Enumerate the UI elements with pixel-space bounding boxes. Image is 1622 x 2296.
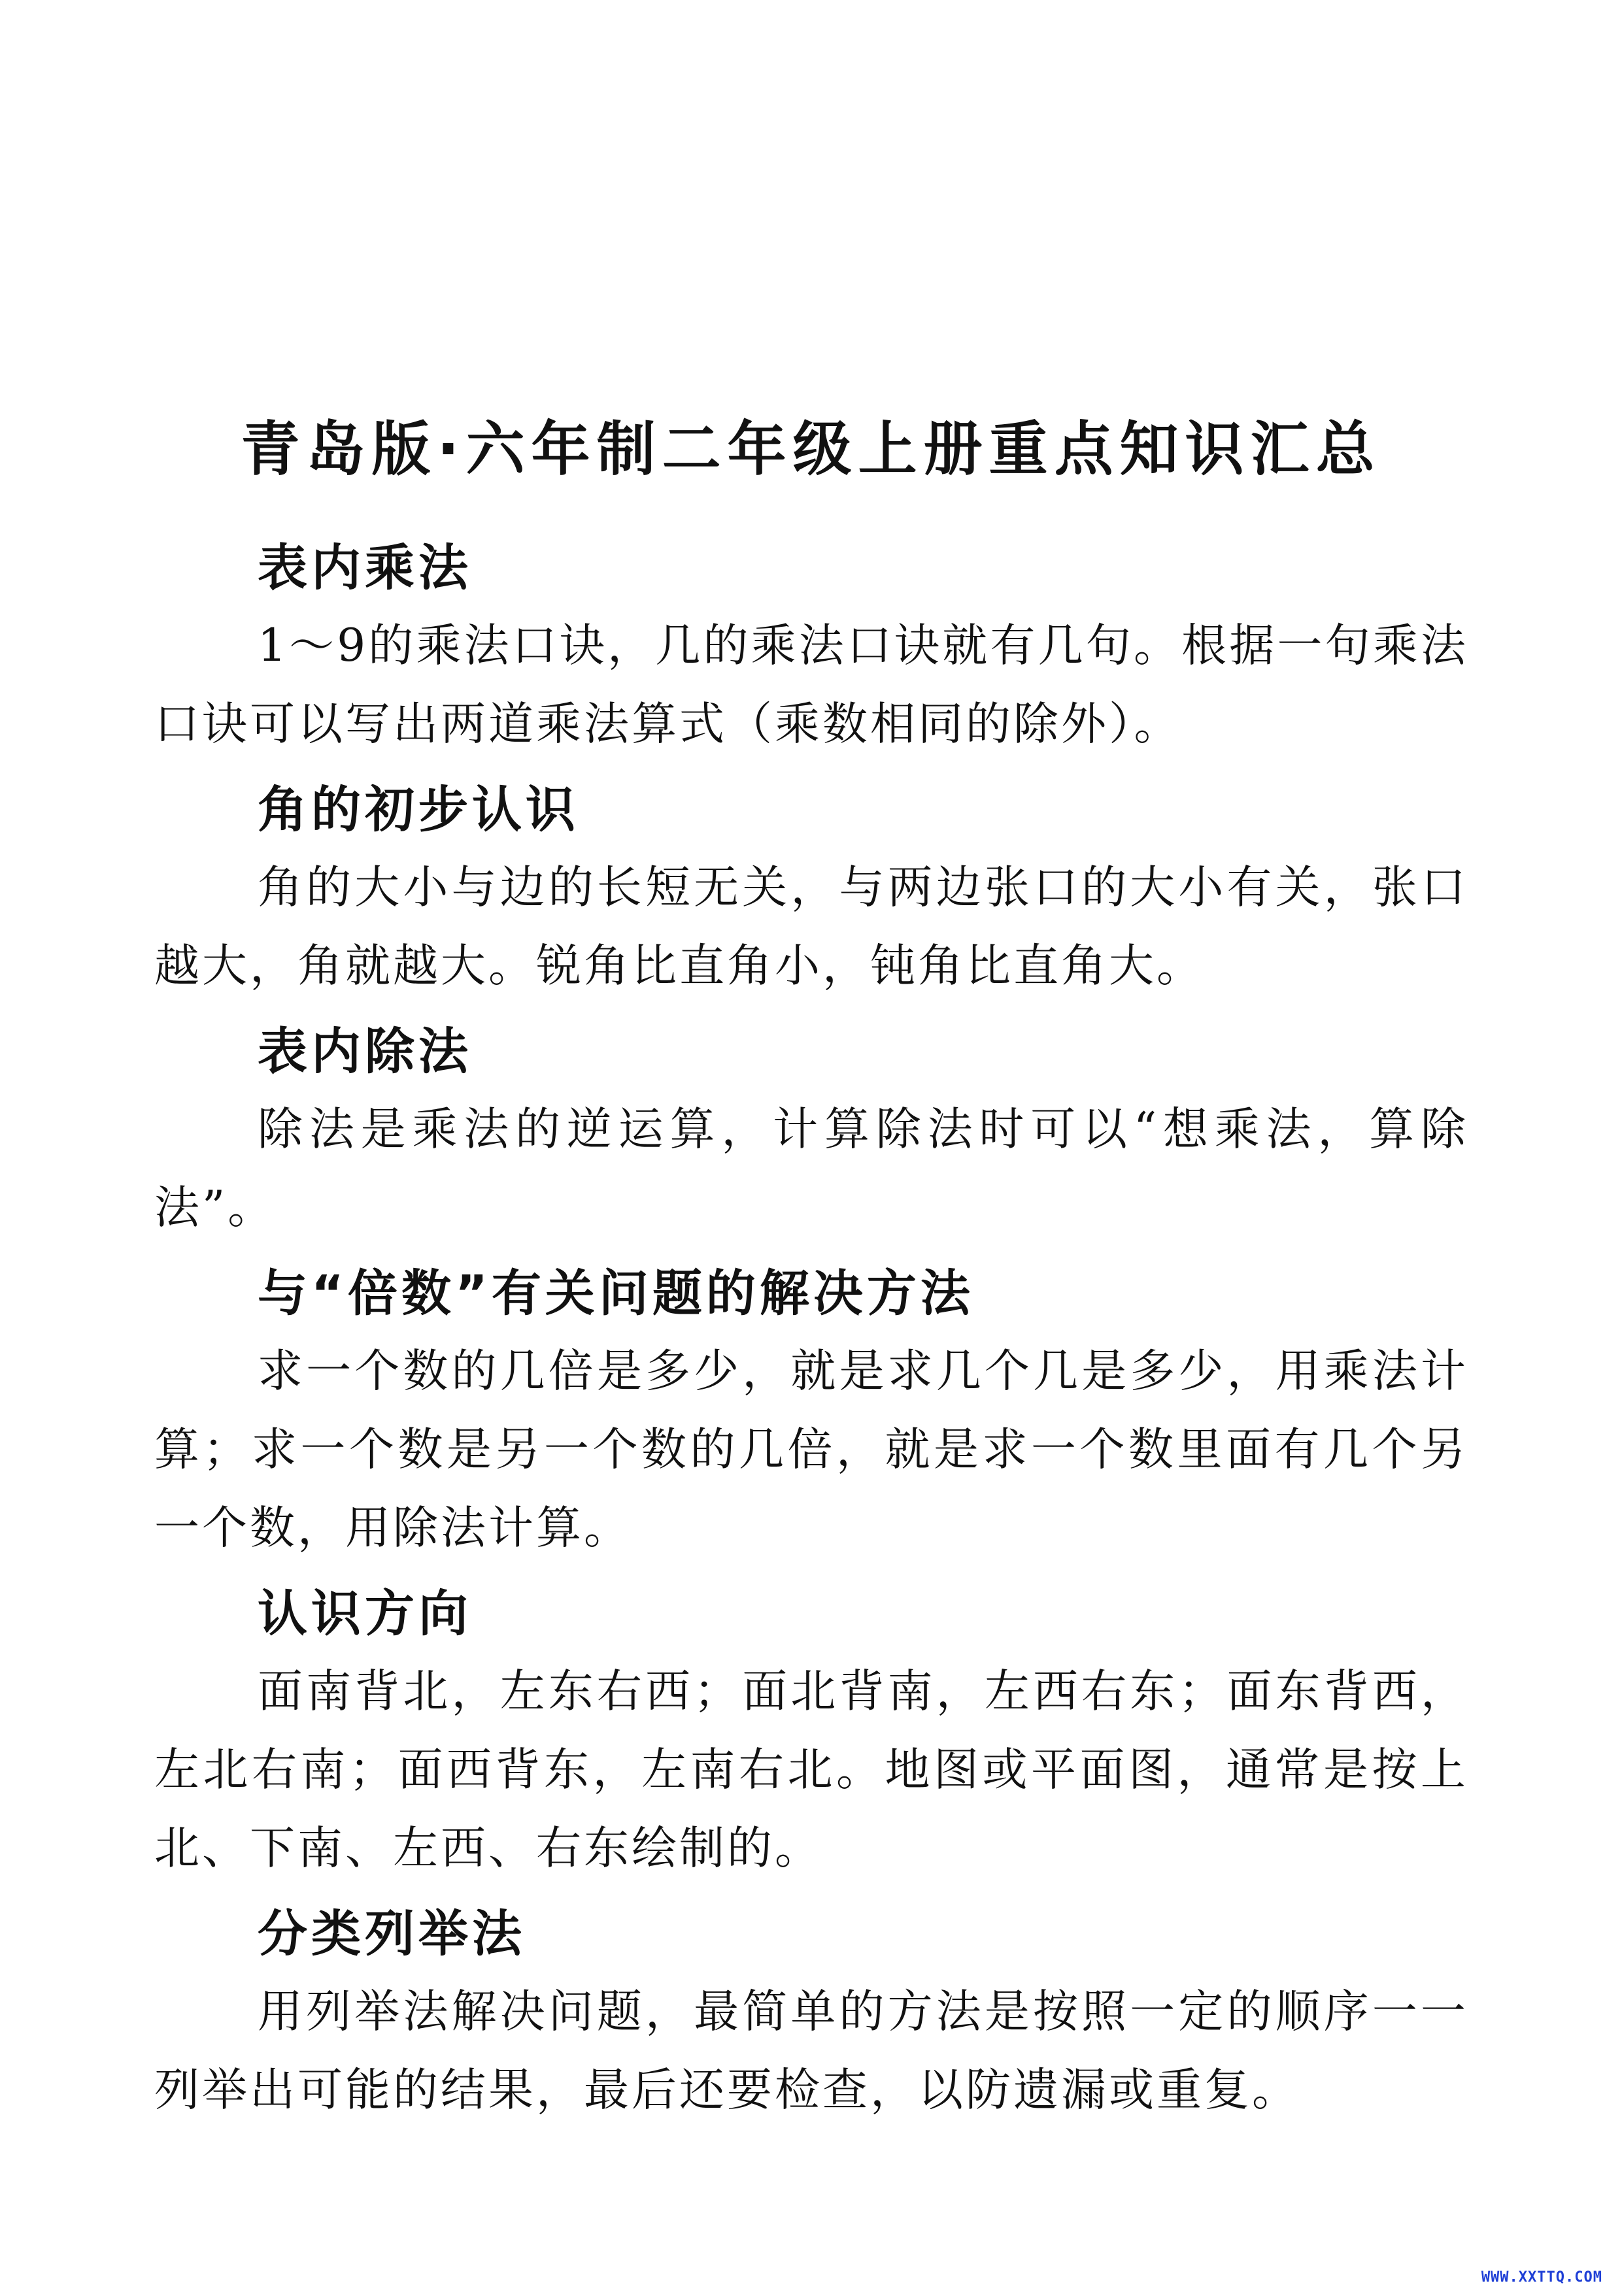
section-heading: 与“倍数”有关问题的解决方法 bbox=[258, 1264, 974, 1322]
section-paragraph: 角的大小与边的长短无关，与两边张口的大小有关，张口越大，角就越大。锐角比直角小，钝角比直角大。 bbox=[154, 861, 1468, 992]
section-paragraph: 面南背北，左东右西；面北背南，左西右东；面东背西，左北右南；面西背东，左南右北。地图或平面图，通常是按上北、下南、左西、右东绘制的。 bbox=[154, 1665, 1468, 1874]
section-angles bbox=[154, 771, 1468, 1005]
section-heading: 表内乘法 bbox=[258, 539, 472, 597]
section-heading: 表内除法 bbox=[258, 1022, 472, 1080]
section-heading: 分类列举法 bbox=[258, 1905, 526, 1963]
section-heading: 认识方向 bbox=[258, 1584, 472, 1642]
page-title: 青岛版·六年制二年级上册重点知识汇总 bbox=[241, 415, 1381, 484]
section-heading: 角的初步认识 bbox=[258, 780, 579, 839]
footer-website-link[interactable]: WWW.XXTTQ.COM bbox=[1481, 2269, 1602, 2286]
content-body bbox=[154, 529, 1468, 2137]
section-paragraph: 用列举法解决问题，最简单的方法是按照一定的顺序一一列举出可能的结果，最后还要检查，以防遗漏或重复。 bbox=[154, 1986, 1468, 2116]
section-paragraph: 1～9的乘法口诀，几的乘法口诀就有几句。根据一句乘法口诀可以写出两道乘法算式（乘数相同的除外）。 bbox=[154, 620, 1468, 750]
section-enumeration bbox=[154, 1895, 1468, 2129]
section-multiples bbox=[154, 1255, 1468, 1567]
section-multiplication bbox=[154, 529, 1468, 763]
section-paragraph: 除法是乘法的逆运算，计算除法时可以“想乘法，算除法”。 bbox=[154, 1103, 1468, 1234]
section-division bbox=[154, 1013, 1468, 1247]
section-directions bbox=[154, 1575, 1468, 1888]
section-paragraph: 求一个数的几倍是多少，就是求几个几是多少，用乘法计算；求一个数是另一个数的几倍，就是求一个数里面有几个另一个数，用除法计算。 bbox=[154, 1345, 1468, 1554]
